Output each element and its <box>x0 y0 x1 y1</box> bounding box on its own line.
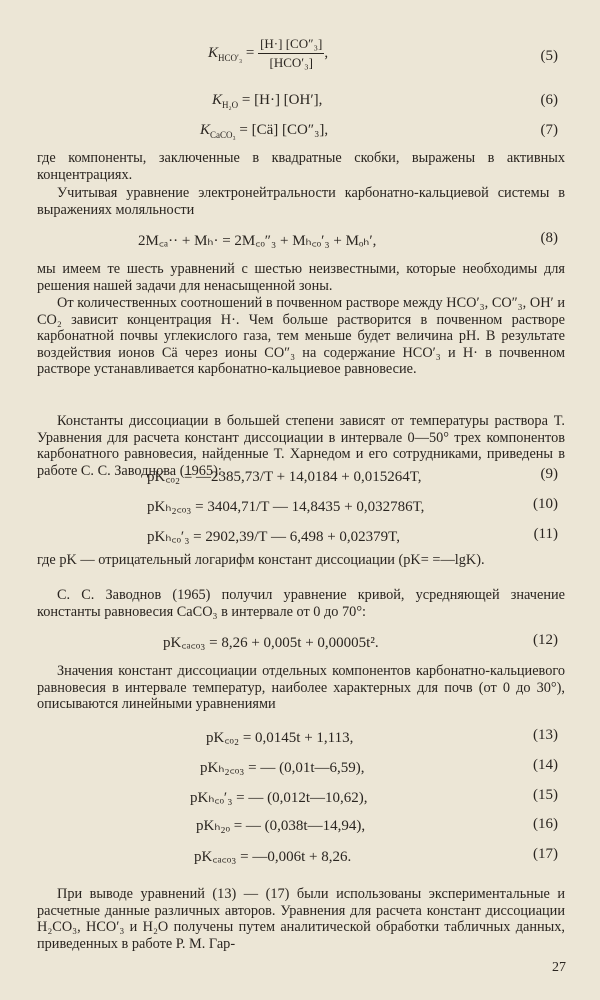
paragraph-5: Константы диссоциации в большей степени зависят от температуры раствора T. Уравнения для расчета констант диссоциации в интервале 0—50° трех компонентов карбонатного равновесия, найденные Т. Харнедом и его сотрудниками, приведены в работе С. С. Заводнова (1965): <box>37 413 565 479</box>
equation-17 <box>0 842 600 870</box>
paragraph-4: От количественных соотношений в почвенном растворе между HCO′₃, CO″₃, OH′ и CO₂ зависит концентрация H·. Чем больше растворится в почвенном растворе карбонатной почвы углекислого газа, тем меньше будет величина pH. В результате воздействия ионов Cä через ионы CO″₃ на содержание HCO′₃ и H· в почвенном растворе устанавливается карбонатно-кальциевое равновесие. <box>37 295 565 378</box>
eq5-numerator: [H·] [CO″₃] <box>258 36 324 54</box>
eq8-number: (8) <box>540 230 558 246</box>
eq7-number: (7) <box>540 122 558 138</box>
equation-14 <box>0 753 600 781</box>
paragraph-8: Значения констант диссоциации отдельных компонентов карбонатно-кальциевого равновесия в интервале температур, наиболее характерных для почв (от 0 до 30°), описываются линейными уравнениями <box>37 663 565 713</box>
paragraph-2: Учитывая уравнение электронейтральности карбонатно-кальциевой системы в выражениях моляльности <box>37 185 565 218</box>
paragraph-9: При выводе уравнений (13) — (17) были использованы экспериментальные и расчетные данные различных авторов. Уравнения для расчета констант диссоциации H₂CO₃, HCO′₃ и H₂O получены путем аналитической обработки табличных данных, приведенных в работе Р. М. Гар- <box>37 886 565 952</box>
eq5-lhs: K <box>208 44 219 61</box>
eq11-formula: pKₕ꜀ₒ′₃ = 2902,39/T — 6,498 + 0,02379T, <box>147 529 400 545</box>
eq11-number: (11) <box>533 526 558 542</box>
eq5-fraction <box>258 36 324 71</box>
equation-15 <box>0 783 600 811</box>
equation-8 <box>0 226 600 254</box>
eq17-formula: pK꜀ₐ꜀ₒ₃ = —0,006t + 8,26. <box>194 849 352 865</box>
eq15-number: (15) <box>533 787 558 803</box>
eq17-number: (17) <box>533 846 558 862</box>
paragraph-3: мы имеем те шесть уравнений с шестью неизвестными, которые необходимы для решения нашей задачи для ненасыщенной зоны. <box>37 261 565 294</box>
eq6-symbol: K <box>212 92 223 108</box>
eq6-rhs: = [H·] [OH′], <box>238 92 323 108</box>
equation-7 <box>0 118 600 146</box>
eq6-number: (6) <box>540 92 558 108</box>
eq13-formula: pK꜀ₒ₂ = 0,0145t + 1,113, <box>206 730 354 746</box>
eq10-number: (10) <box>533 496 558 512</box>
paragraph-7: С. С. Заводнов (1965) получил уравнение кривой, усредняющей значение константы равновесия CaCO₃ в интервале от 0 до 70°: <box>37 587 565 620</box>
eq8-formula: 2M꜀ₐ·· + Mₕ· = 2M꜀ₒ″₃ + Mₕ꜀ₒ′₃ + Mₒₕ′, <box>138 233 377 249</box>
eq5-lhs-sub: HCO′₃ <box>218 52 243 63</box>
eq14-number: (14) <box>533 757 558 773</box>
eq16-number: (16) <box>533 816 558 832</box>
equation-12 <box>0 628 600 656</box>
equation-6 <box>0 88 600 116</box>
eq7-rhs: = [Cä] [CO″₃], <box>235 122 329 138</box>
eq13-number: (13) <box>533 727 558 743</box>
eq5-tail: , <box>324 44 329 61</box>
eq9-formula: pK꜀ₒ₂ = —2385,73/T + 14,0184 + 0,015264T, <box>147 469 422 485</box>
paragraph-1: где компоненты, заключенные в квадратные скобки, выражены в активных концентрациях. <box>37 150 565 183</box>
eq10-formula: pKₕ₂꜀ₒ₃ = 3404,71/T — 14,8435 + 0,032786T, <box>147 499 425 515</box>
equation-9 <box>0 462 600 490</box>
paragraph-6: где pK — отрицательный логарифм констант диссоциации (pK= =—lgK). <box>37 552 485 568</box>
equation-11 <box>0 522 600 550</box>
eq9-number: (9) <box>540 466 558 482</box>
eq15-formula: pKₕ꜀ₒ′₃ = — (0,012t—10,62), <box>190 790 368 806</box>
equation-16 <box>0 812 600 840</box>
eq16-formula: pKₕ₂ₒ = — (0,038t—14,94), <box>196 818 366 834</box>
eq7-sub: CaCO₃ <box>210 130 236 140</box>
eq12-formula: pK꜀ₐ꜀ₒ₃ = 8,26 + 0,005t + 0,00005t². <box>163 635 379 651</box>
eq6-sub: H₂O <box>222 100 239 110</box>
equation-13 <box>0 723 600 751</box>
eq14-formula: pKₕ₂꜀ₒ₃ = — (0,01t—6,59), <box>200 760 365 776</box>
equation-5: $K_{HCO'_3}$ = $\frac{\text{[H·] [CO″₃]}}{\text{[HCO′₃]}}$ , (5) <box>208 36 558 70</box>
equation-10 <box>0 492 600 520</box>
page-number: 27 <box>552 960 566 975</box>
eq12-number: (12) <box>533 632 558 648</box>
eq7-symbol: K <box>200 122 211 138</box>
eq5-number: (5) <box>540 48 558 64</box>
eq5-denominator: [HCO′₃] <box>269 55 313 70</box>
